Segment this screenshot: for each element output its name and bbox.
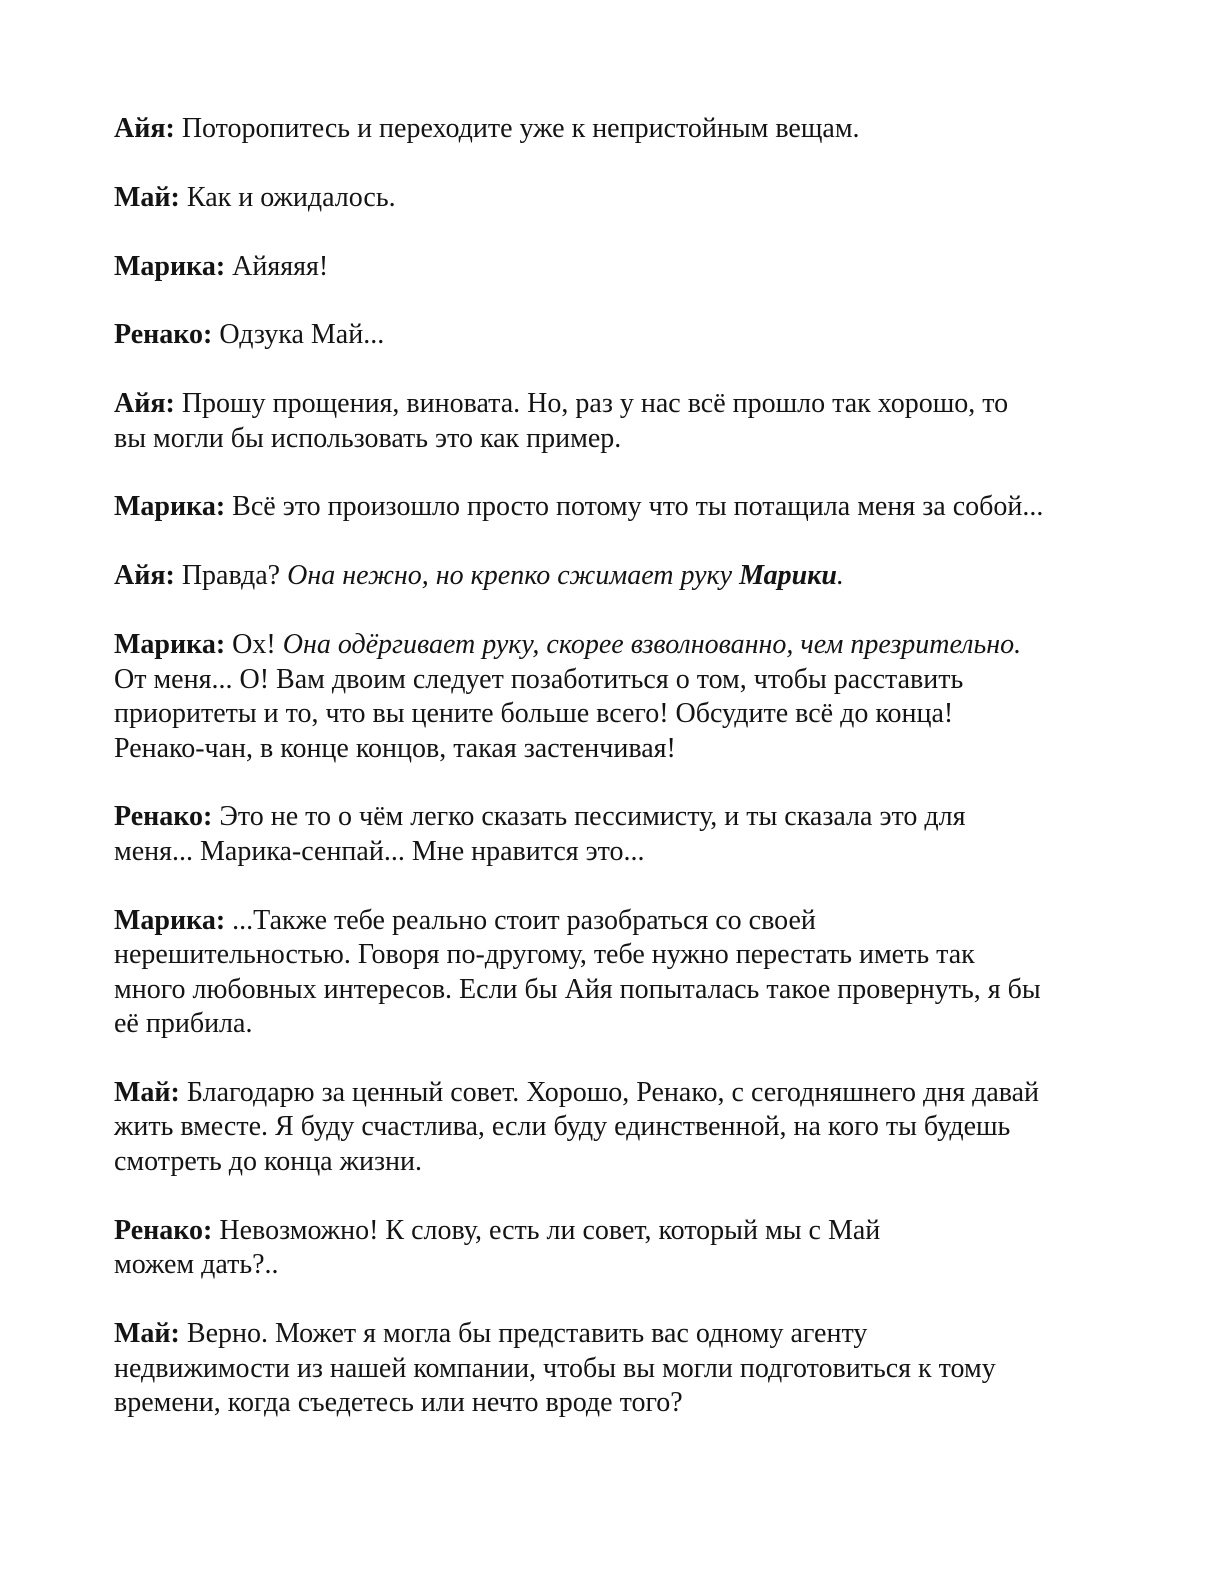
dialogue-text: меня... Марика-сенпай... Мне нравится это... (114, 835, 645, 867)
dialogue-paragraph (114, 181, 1114, 216)
dialogue-text: смотреть до конца жизни. (114, 1145, 422, 1177)
dialogue-paragraph (114, 112, 1114, 147)
dialogue-text: времени, когда съедетесь или нечто вроде того? (114, 1387, 683, 1419)
dialogue-text: Это не то о чём легко сказать пессимисту, и ты сказала это для (212, 801, 966, 833)
speaker-name: Марика: (114, 491, 226, 523)
stage-direction: . (836, 560, 844, 592)
speaker-name: Май: (114, 1318, 180, 1350)
stage-direction: Она нежно, но крепко сжимает руку (287, 560, 740, 592)
dialogue-text: Невозможно! К слову, есть ли совет, который мы с Май (212, 1214, 881, 1246)
document-page (114, 112, 1114, 1455)
speaker-name: Марика: (114, 250, 226, 282)
dialogue-text: Одзука Май... (212, 319, 385, 351)
dialogue-text: вы могли бы использовать это как пример. (114, 422, 622, 454)
dialogue-paragraph (114, 559, 1114, 594)
dialogue-text: приоритеты и то, что вы цените больше всего! Обсудите всё до конца! (114, 698, 954, 730)
speaker-name: Ренако: (114, 801, 213, 833)
speaker-name: Марика: (114, 904, 226, 936)
speaker-name: Ренако: (114, 319, 213, 351)
dialogue-text: Айяяяя! (225, 250, 329, 282)
dialogue-paragraph (114, 318, 1114, 353)
dialogue-text: Как и ожидалось. (179, 181, 396, 213)
dialogue-text: Благодарю за ценный совет. Хорошо, Ренако, с сегодняшнего дня давай (179, 1076, 1040, 1108)
speaker-name: Май: (114, 1076, 180, 1108)
dialogue-text: Ох! (225, 629, 283, 661)
speaker-name: Май: (114, 181, 180, 213)
dialogue-paragraph (114, 800, 1114, 869)
dialogue-text: Ренако-чан, в конце концов, такая застенчивая! (114, 732, 676, 764)
dialogue-text: ...Также тебе реально стоит разобраться со своей (225, 904, 816, 936)
dialogue-text: нерешительностью. Говоря по-другому, тебе нужно перестать иметь так (114, 939, 975, 971)
dialogue-paragraph (114, 490, 1114, 525)
speaker-name: Марика: (114, 629, 226, 661)
dialogue-text: Прошу прощения, виновата. Но, раз у нас всё прошло так хорошо, то (174, 388, 1009, 420)
dialogue-text: её прибила. (114, 1008, 253, 1040)
speaker-name: Ренако: (114, 1214, 213, 1246)
dialogue-text: Верно. Может я могла бы представить вас одному агенту (179, 1318, 868, 1350)
speaker-name: Айя: (114, 388, 175, 420)
dialogue-paragraph (114, 250, 1114, 285)
dialogue-text: много любовных интересов. Если бы Айя попыталась такое провернуть, я бы (114, 973, 1041, 1005)
dialogue-paragraph (114, 904, 1114, 1042)
dialogue-paragraph (114, 1214, 1114, 1283)
dialogue-paragraph (114, 387, 1114, 456)
dialogue-text: жить вместе. Я буду счастлива, если буду единственной, на кого ты будешь (114, 1111, 1011, 1143)
speaker-name: Айя: (114, 560, 175, 592)
dialogue-text: Правда? (174, 560, 288, 592)
dialogue-paragraph (114, 1317, 1114, 1421)
stage-direction-name: Марики (739, 560, 837, 592)
speaker-name: Айя: (114, 113, 175, 144)
dialogue-text: От меня... О! Вам двоим следует позаботиться о том, чтобы расставить (114, 663, 964, 695)
dialogue-text: Всё это произошло просто потому что ты потащила меня за собой... (225, 491, 1044, 523)
dialogue-paragraph (114, 628, 1114, 766)
dialogue-text: недвижимости из нашей компании, чтобы вы могли подготовиться к тому (114, 1352, 996, 1384)
stage-direction: Она одёргивает руку, скорее взволнованно, чем презрительно. (282, 629, 1022, 661)
dialogue-text: можем дать?.. (114, 1249, 279, 1281)
dialogue-text: Поторопитесь и переходите уже к непристойным вещам. (174, 113, 860, 144)
dialogue-paragraph (114, 1076, 1114, 1180)
